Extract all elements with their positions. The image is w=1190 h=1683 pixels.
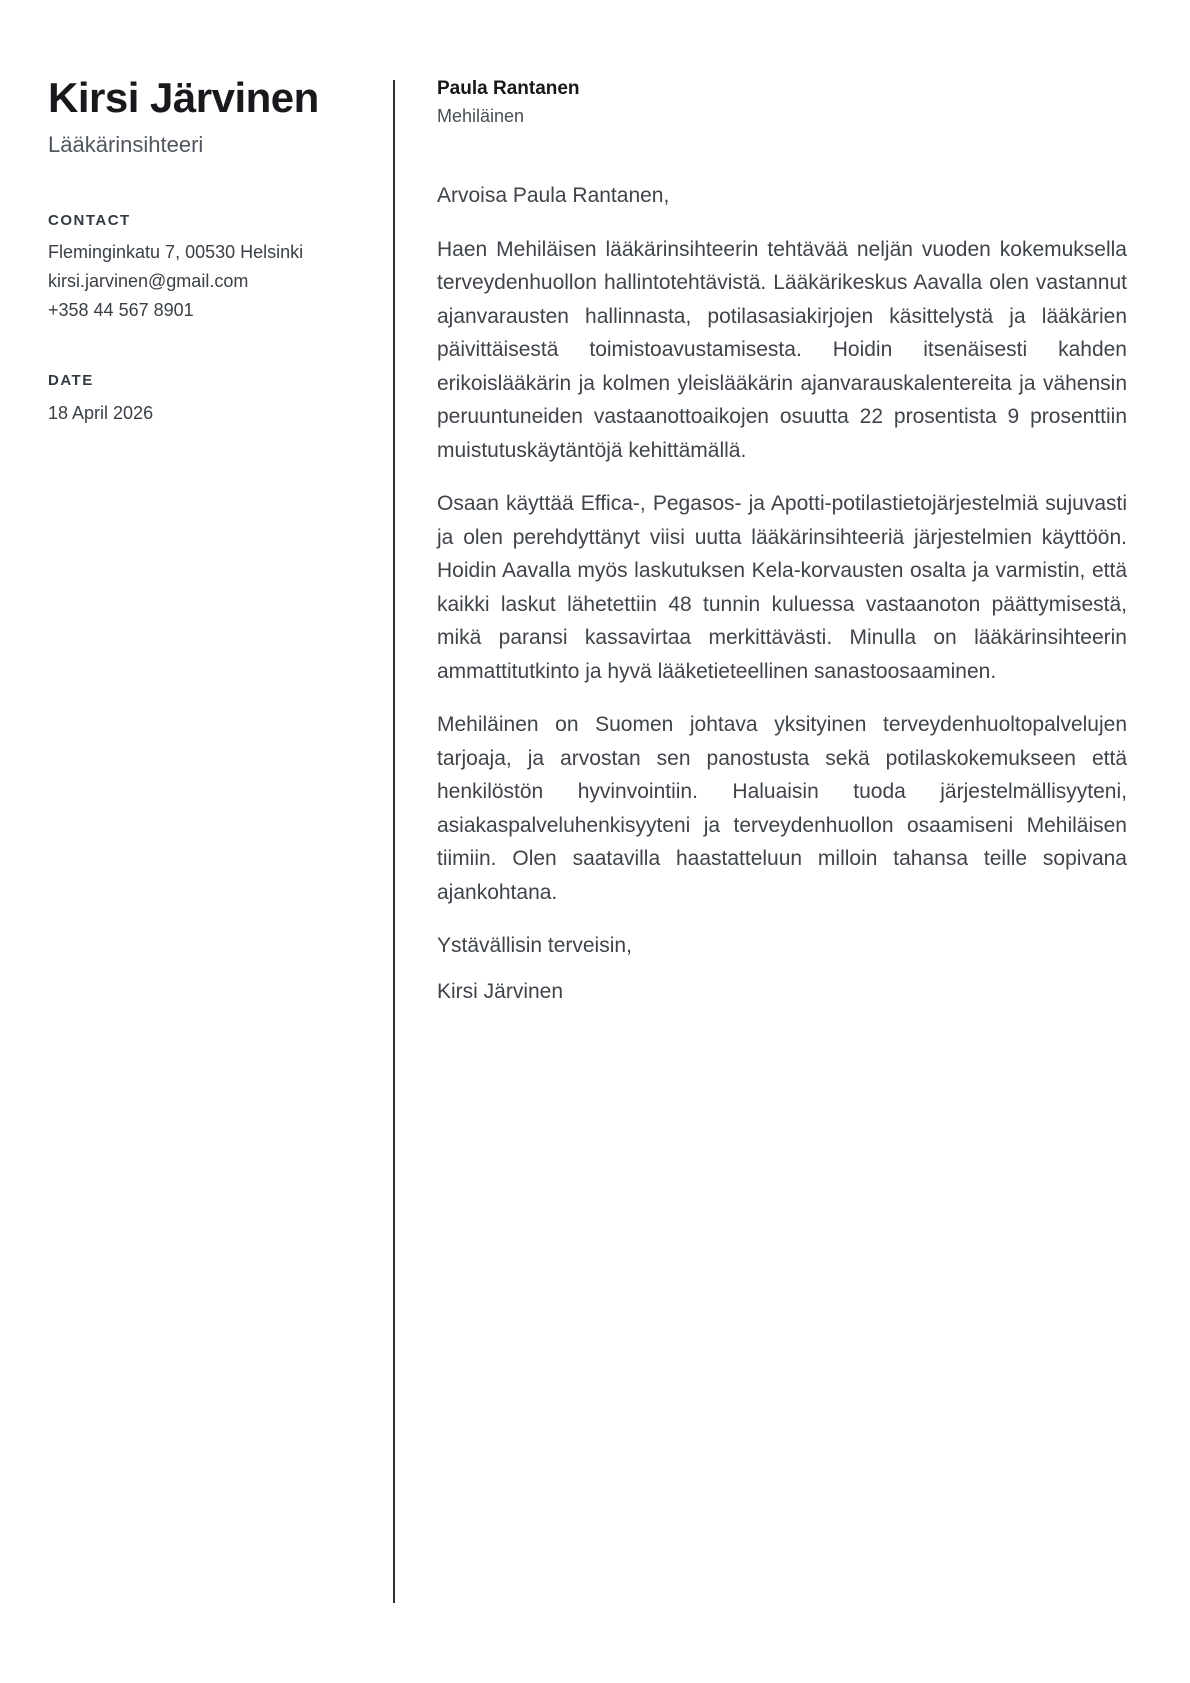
contact-phone: +358 44 567 8901 bbox=[48, 300, 194, 321]
recipient-company: Mehiläinen bbox=[437, 106, 525, 126]
sidebar bbox=[48, 0, 353, 427]
letter-date: 18 April 2026 bbox=[48, 403, 154, 424]
letter-closing: Ystävällisin terveisin, bbox=[437, 934, 632, 957]
applicant-name: Kirsi Järvinen bbox=[48, 74, 319, 121]
contact-section-label: CONTACT bbox=[48, 212, 131, 230]
contact-email: kirsi.jarvinen@gmail.com bbox=[48, 271, 249, 292]
recipient-name: Paula Rantanen bbox=[437, 78, 580, 99]
column-divider bbox=[393, 80, 395, 1603]
letter-greeting: Arvoisa Paula Rantanen, bbox=[437, 184, 670, 207]
letter-body bbox=[437, 0, 1127, 1008]
letter-paragraph: Osaan käyttää Effica-, Pegasos- ja Apotti-potilastietojärjestelmiä sujuvasti ja olen perehdyttänyt viisi uutta lääkärinsihteeriä järjestelmien käyttöön. Hoidin Aavalla myös laskutuksen Kela-korvausten osalta ja varmistin, että kaikki laskut lähetettiin 48 tunnin kuluessa vastaanoton päättymisestä, mikä paransi kassavirtaa merkittävästi. Minulla on lääkärinsihteerin ammattitutkinto ja hyvä lääketieteellinen sanastoosaaminen. bbox=[437, 492, 1127, 683]
date-section-label: DATE bbox=[48, 372, 94, 390]
contact-address: Fleminginkatu 7, 00530 Helsinki bbox=[48, 242, 304, 263]
letter-signature: Kirsi Järvinen bbox=[437, 979, 564, 1003]
letter-paragraph: Mehiläinen on Suomen johtava yksityinen terveydenhuoltopalvelujen tarjoaja, ja arvostan sen panostusta sekä potilaskokemukseen että henkilöstön hyvinvointiin. Haluaisin tuoda järjestelmällisyyteni, asiakaspalveluhenkisyyteni ja terveydenhuollon osaamiseni Mehiläisen tiimiin. Olen saatavilla haastatteluun milloin tahansa teille sopivana ajankohtana. bbox=[437, 713, 1127, 904]
applicant-role: Lääkärinsihteeri bbox=[48, 132, 204, 158]
letter-paragraph: Haen Mehiläisen lääkärinsihteerin tehtävää neljän vuoden kokemuksella terveydenhuollon hallintotehtävistä. Lääkärikeskus Aavalla olen vastannut ajanvarausten hallinnasta, potilasasiakirjojen käsittelystä ja lääkärien päivittäisestä toimistoavustamisesta. Hoidin itsenäisesti kahden erikoislääkärin ja kolmen yleislääkärin ajanvarauskalentereita ja vähensin peruuntuneiden vastaanottoaikojen osuutta 22 prosentista 9 prosenttiin muistutuskäytäntöjä kehittämällä. bbox=[437, 237, 1127, 462]
